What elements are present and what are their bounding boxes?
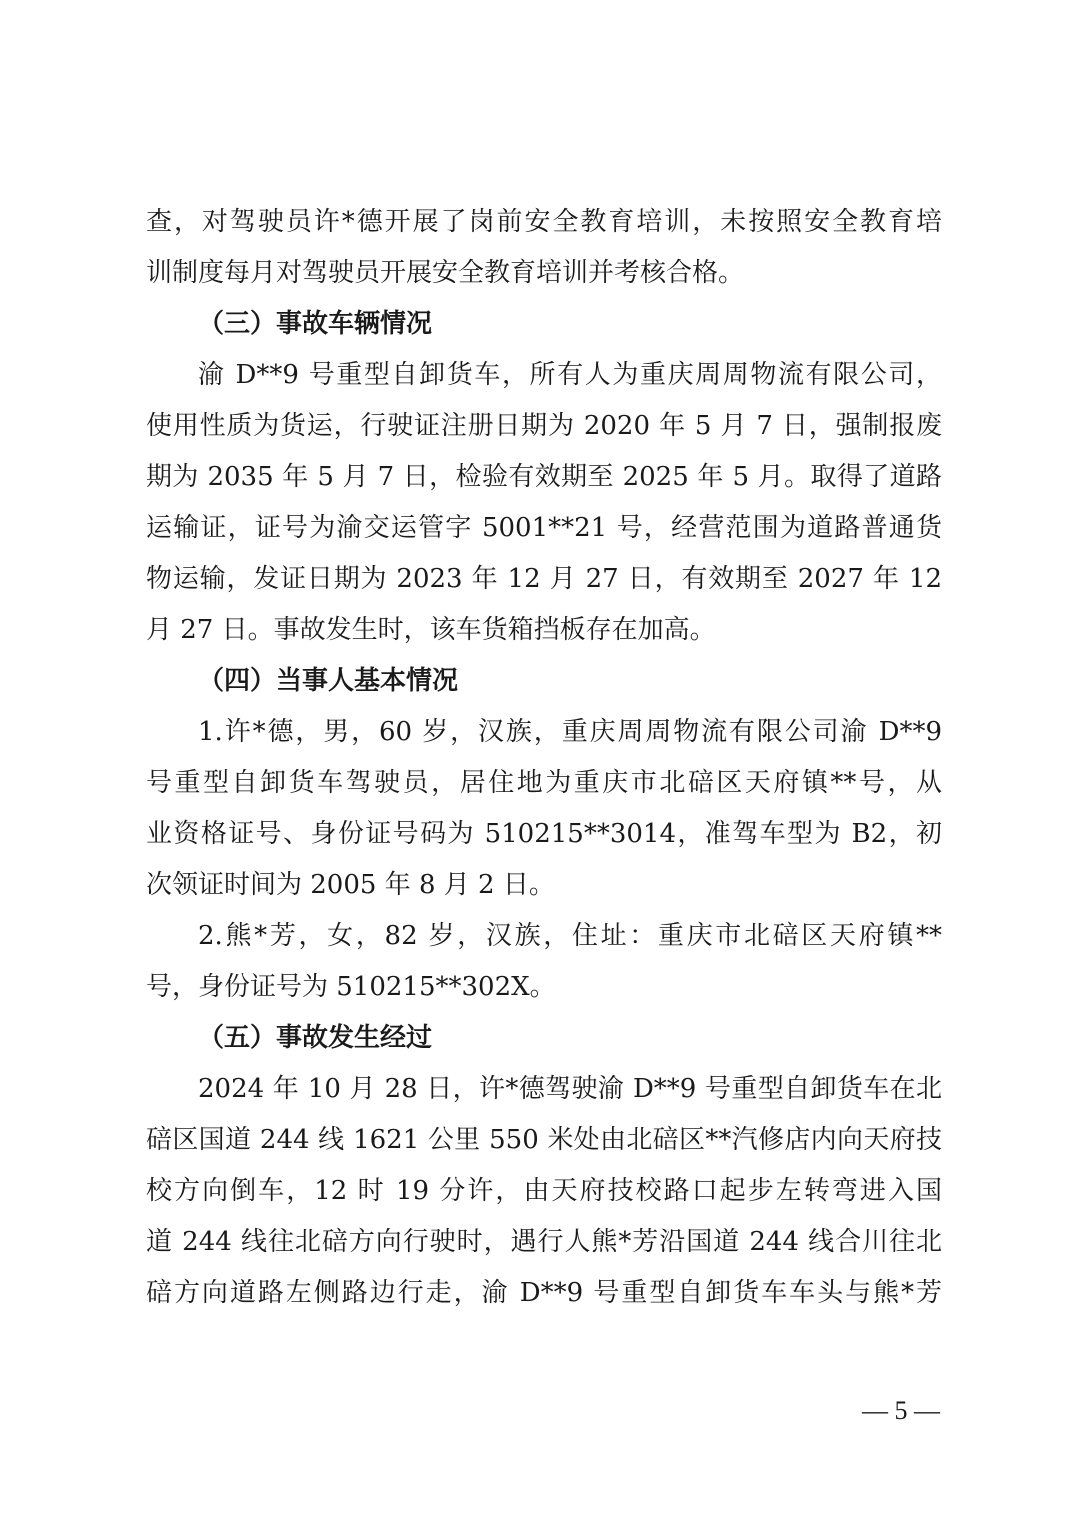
page-number: — 5 — <box>862 1396 940 1425</box>
paragraph-line: 月 27 日。事故发生时，该车货箱挡板存在加高。 <box>146 615 716 645</box>
paragraph-line: 2.熊*芳，女，82 岁，汉族，住址：重庆市北碚区天府镇** <box>198 921 942 951</box>
paragraph-line: 运输证，证号为渝交运管字 5001**21 号，经营范围为道路普通货 <box>146 513 942 543</box>
paragraph-line: 次领证时间为 2005 年 8 月 2 日。 <box>146 870 555 900</box>
paragraph-line: 训制度每月对驾驶员开展安全教育培训并考核合格。 <box>146 258 745 288</box>
paragraph-line: 碚方向道路左侧路边行走，渝 D**9 号重型自卸货车车头与熊*芳 <box>146 1278 942 1308</box>
paragraph-line: 号重型自卸货车驾驶员，居住地为重庆市北碚区天府镇**号，从 <box>146 768 942 798</box>
paragraph-line: 号，身份证号为 510215**302X。 <box>146 972 556 1002</box>
section-heading: （五）事故发生经过 <box>198 1023 433 1053</box>
section-heading: （三）事故车辆情况 <box>198 309 433 339</box>
paragraph-line: 渝 D**9 号重型自卸货车，所有人为重庆周周物流有限公司， <box>198 360 942 390</box>
paragraph-line: 业资格证号、身份证号码为 510215**3014，准驾车型为 B2，初 <box>146 819 942 849</box>
paragraph-line: 校方向倒车，12 时 19 分许，由天府技校路口起步左转弯进入国 <box>146 1176 942 1206</box>
paragraph-line: 物运输，发证日期为 2023 年 12 月 27 日，有效期至 2027 年 12 <box>146 564 942 594</box>
paragraph-line: 道 244 线往北碚方向行驶时，遇行人熊*芳沿国道 244 线合川往北 <box>146 1227 942 1257</box>
paragraph-line: 使用性质为货运，行驶证注册日期为 2020 年 5 月 7 日，强制报废 <box>146 411 942 441</box>
body-text <box>146 197 942 1319</box>
paragraph-line: 1.许*德，男，60 岁，汉族，重庆周周物流有限公司渝 D**9 <box>198 717 942 747</box>
paragraph-line: 查，对驾驶员许*德开展了岗前安全教育培训，未按照安全教育培 <box>146 207 942 237</box>
paragraph-line: 碚区国道 244 线 1621 公里 550 米处由北碚区**汽修店内向天府技 <box>146 1125 942 1155</box>
section-heading: （四）当事人基本情况 <box>198 666 459 696</box>
paragraph-line: 期为 2035 年 5 月 7 日，检验有效期至 2025 年 5 月。取得了道路 <box>146 462 942 492</box>
paragraph-line: 2024 年 10 月 28 日，许*德驾驶渝 D**9 号重型自卸货车在北 <box>198 1074 942 1104</box>
